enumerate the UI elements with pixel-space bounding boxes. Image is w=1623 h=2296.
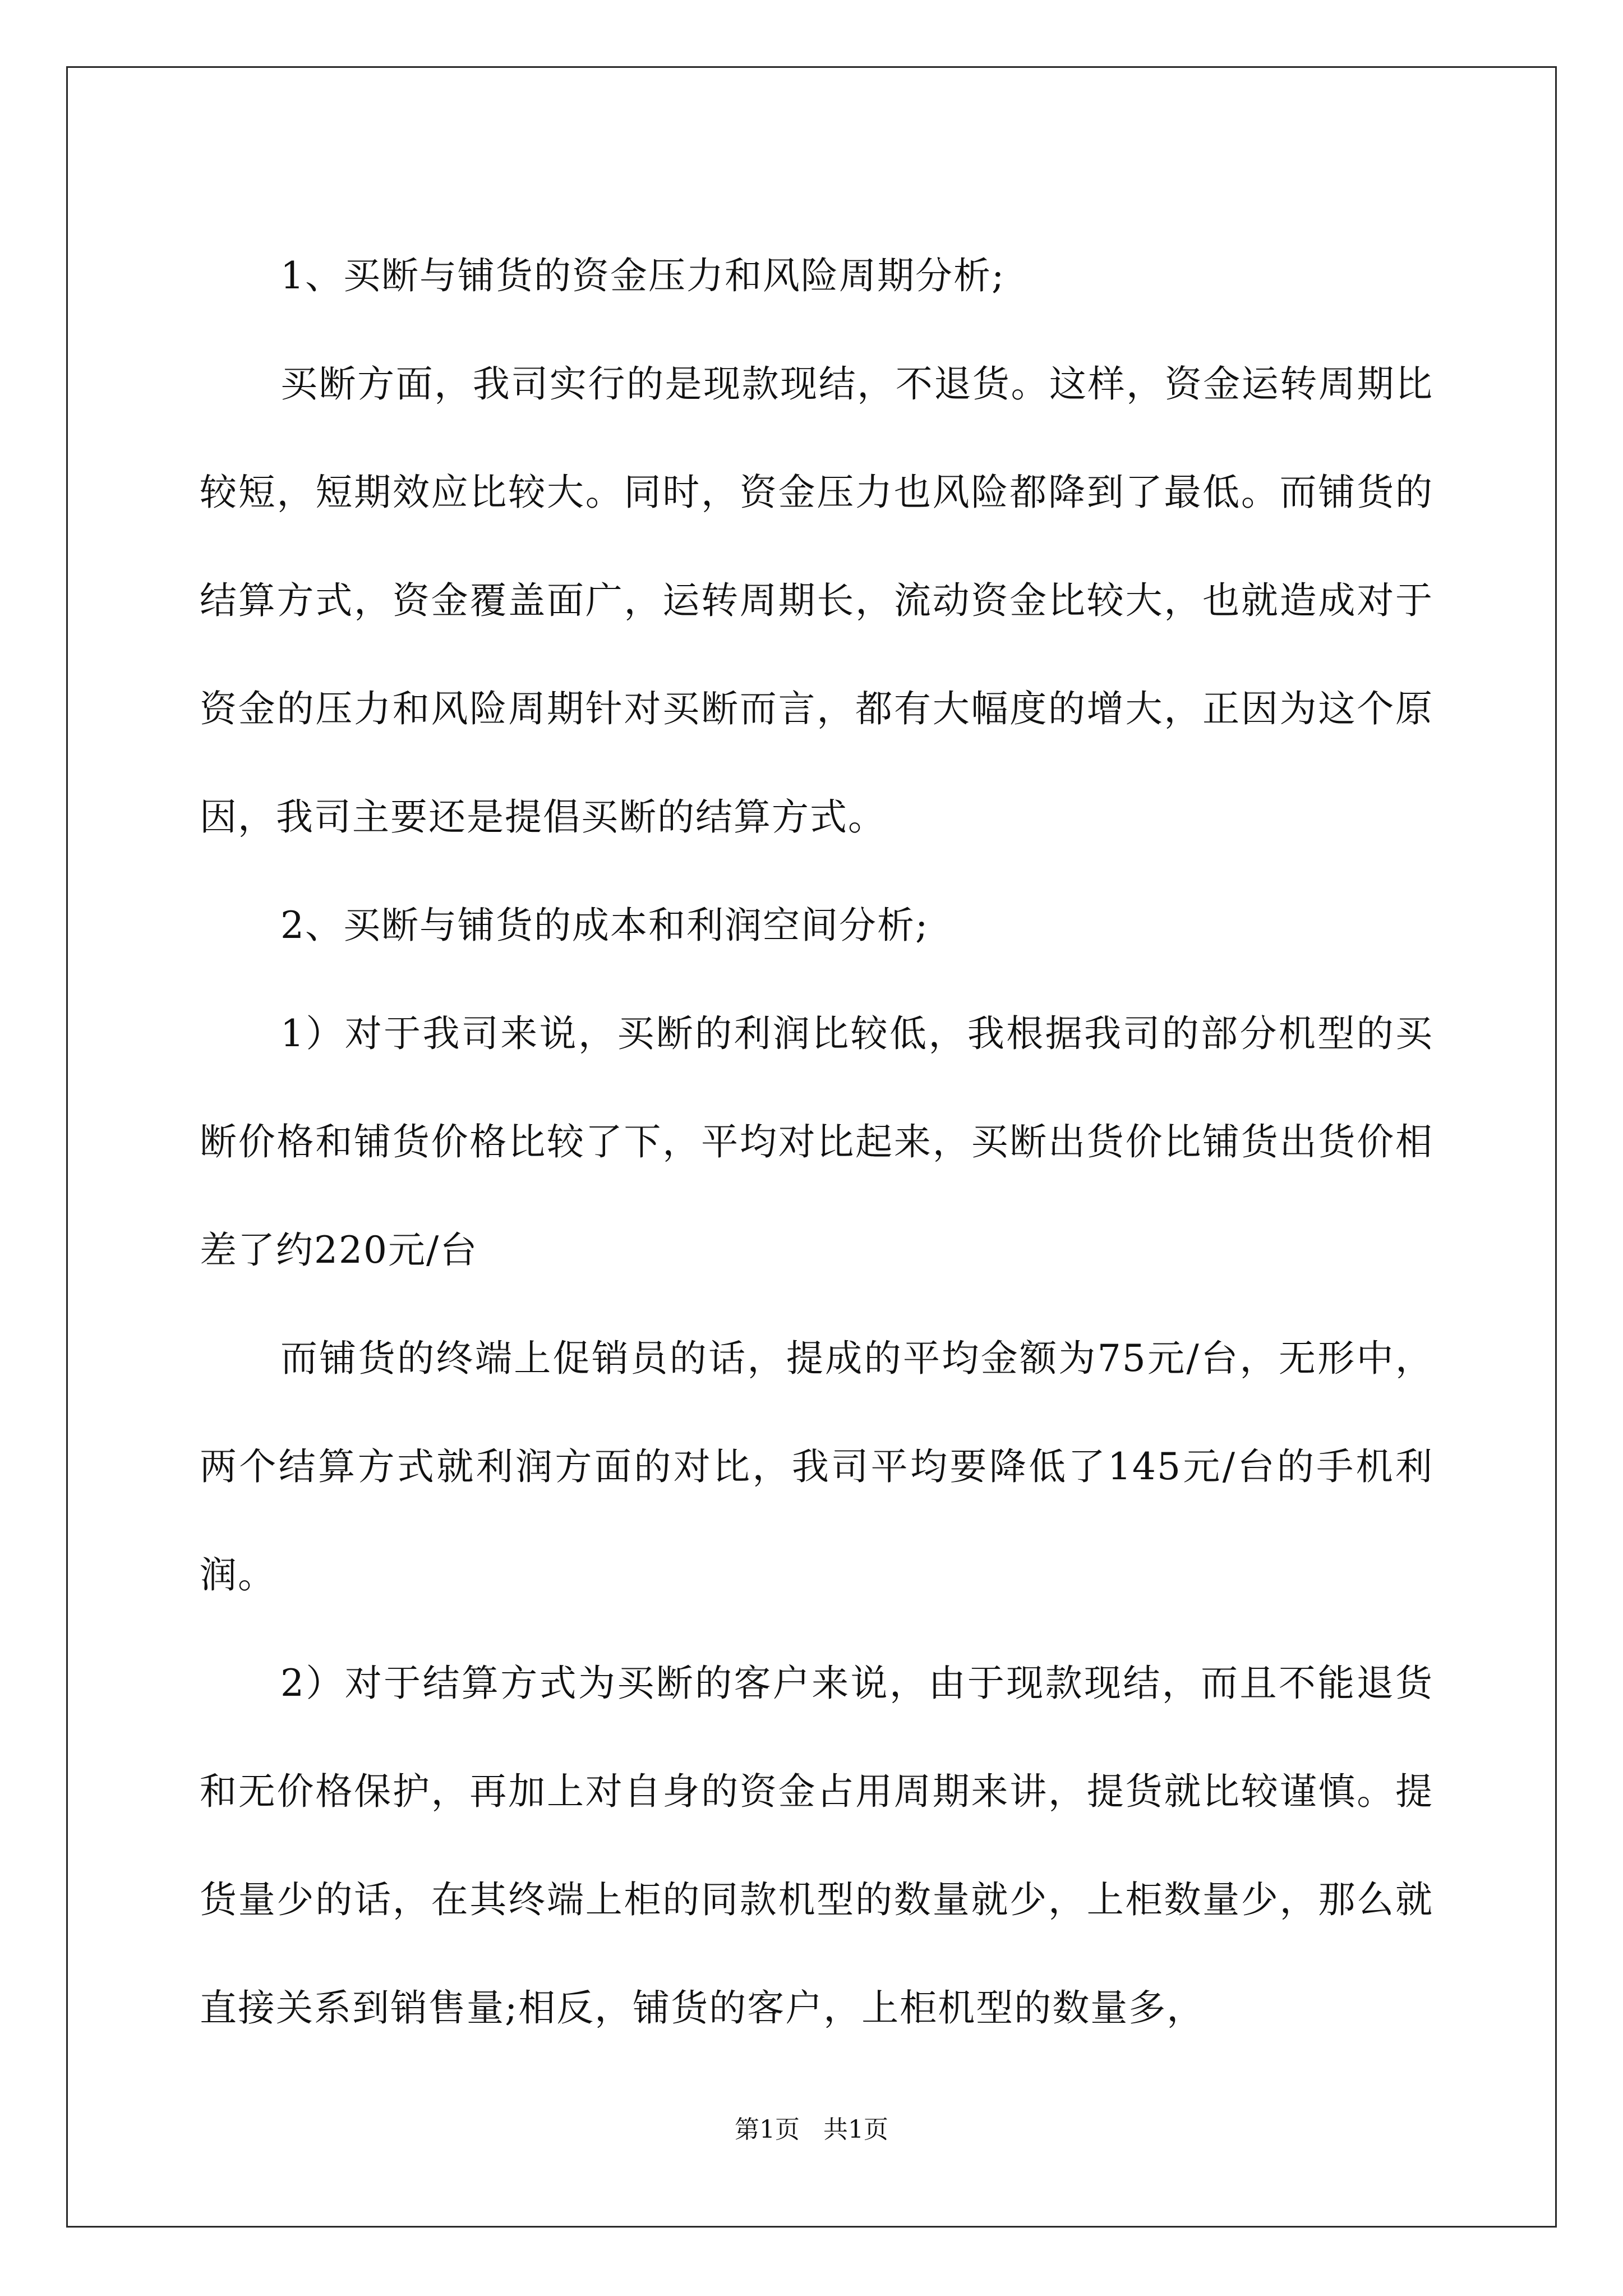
- paragraph-2: 买断方面，我司实行的是现款现结，不退货。这样，资金运转周期比较短，短期效应比较大。同时，资金压力也风险都降到了最低。而铺货的结算方式，资金覆盖面广，运转周期长，流动资金比较大，也就造成对于资金的压力和风险周期针对买断而言，都有大幅度的增大，正因为这个原因，我司主要还是提倡买断的结算方式。: [200, 362, 1433, 839]
- paragraph-5: 而铺货的终端上促销员的话，提成的平均金额为75元/台，无形中，两个结算方式就利润方面的对比，我司平均要降低了145元/台的手机利润。: [200, 1337, 1433, 1596]
- paragraph-6: 2）对于结算方式为买断的客户来说，由于现款现结，而且不能退货和无价格保护，再加上对自身的资金占用周期来讲，提货就比较谨慎。提货量少的话，在其终端上柜的同款机型的数量就少，上柜数量少，那么就直接关系到销售量;相反，铺货的客户，上柜机型的数量多，: [200, 1662, 1433, 2030]
- document-body: [200, 222, 1433, 2062]
- paragraph-1: 1、买断与铺货的资金压力和风险周期分析;: [280, 254, 1006, 297]
- paragraph-4: 1）对于我司来说，买断的利润比较低，我根据我司的部分机型的买断价格和铺货价格比较了下，平均对比起来，买断出货价比铺货出货价相差了约220元/台: [200, 1012, 1433, 1272]
- paragraph-3: 2、买断与铺货的成本和利润空间分析;: [280, 904, 929, 947]
- page-number-footer: 第1页 共1页: [735, 2115, 888, 2144]
